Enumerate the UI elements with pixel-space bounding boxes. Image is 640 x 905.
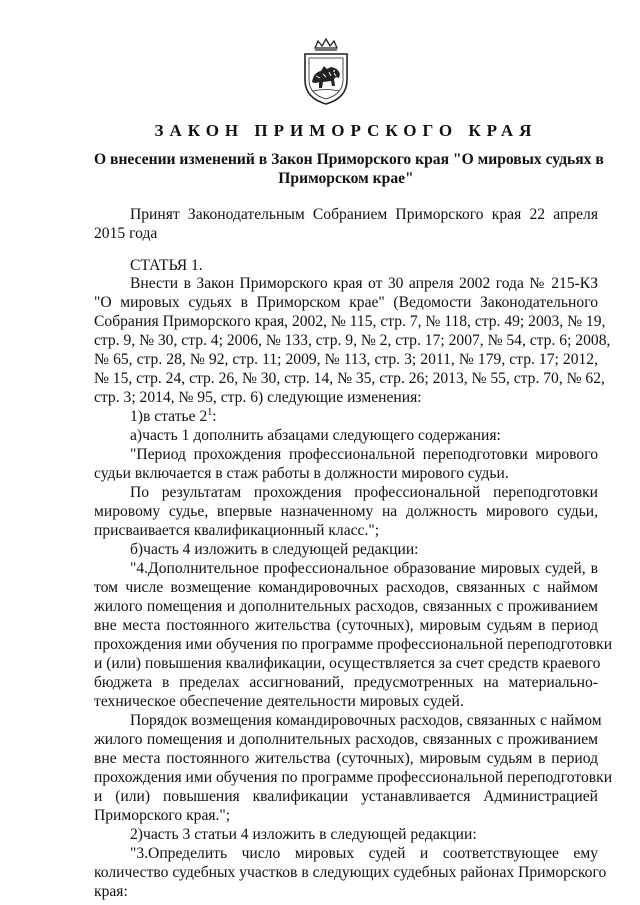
body-line: "Период прохождения профессиональной переподготовки мирового bbox=[130, 446, 598, 463]
body-line: "4.Дополнительное профессиональное образование мировых судей, в bbox=[130, 560, 598, 577]
body-line: "О мировых судьях в Приморском крае" (Ведомости Законодательного bbox=[94, 294, 598, 311]
law-title: ЗАКОН ПРИМОРСКОГО КРАЯ bbox=[154, 121, 538, 140]
item-1-text: 1)в статье 2 bbox=[130, 408, 208, 425]
body-line: вне места постоянного жительства (суточных), мировым судьям в период bbox=[94, 617, 598, 634]
body-line: жилого помещения и дополнительных расходов, связанных с проживанием bbox=[94, 731, 598, 748]
body-line: 2)часть 3 статьи 4 изложить в следующей редакции: bbox=[130, 826, 477, 843]
body-line: б)часть 4 изложить в следующей редакции: bbox=[130, 541, 419, 558]
body-line: края: bbox=[94, 883, 128, 900]
superscript: 1 bbox=[207, 406, 213, 418]
body-line: том числе возмещение командировочных расходов, связанных с наймом bbox=[94, 579, 598, 596]
body-line: Приморского края."; bbox=[94, 807, 231, 824]
body-line: Внести в Закон Приморского края от 30 апреля 2002 года № 215-КЗ bbox=[130, 275, 598, 292]
article-heading: СТАТЬЯ 1. bbox=[130, 257, 203, 274]
coat-of-arms-icon bbox=[301, 38, 351, 106]
adopted-line-2: 2015 года bbox=[94, 225, 158, 242]
body-line: судьи включается в стаж работы в должности мирового судьи. bbox=[94, 465, 509, 482]
body-line: № 15, стр. 24, стр. 26, № 30, стр. 14, № 35, стр. 26; 2013, № 55, стр. 70, № 62, bbox=[94, 370, 605, 387]
item-1-heading bbox=[130, 407, 634, 426]
body-line: стр. 9, № 30, стр. 4; 2006, № 133, стр. 9, № 2, стр. 17; 2007, № 54, стр. 6; 2008, bbox=[94, 332, 611, 349]
body-line: Собрания Приморского края, 2002, № 115, стр. 7, № 118, стр. 49; 2003, № 19, bbox=[94, 313, 606, 330]
body-line: вне места постоянного жительства (суточных), мировым судьям в период bbox=[94, 750, 598, 767]
body-line: прохождения ими обучения по программе профессиональной переподготовки bbox=[94, 636, 613, 653]
body-line: По результатам прохождения профессиональной переподготовки bbox=[130, 484, 598, 501]
body-line: Порядок возмещения командировочных расходов, связанных с наймом bbox=[130, 712, 602, 729]
body-line: жилого помещения и дополнительных расходов, связанных с проживанием bbox=[94, 598, 598, 615]
adopted-line-1: Принят Законодательным Собранием Приморского края 22 апреля bbox=[130, 206, 598, 223]
body-line: а)часть 1 дополнить абзацами следующего содержания: bbox=[130, 427, 501, 444]
body-line: "3.Определить число мировых судей и соответствующее ему bbox=[130, 845, 598, 862]
subtitle-line-1: О внесении изменений в Закон Приморского края "О мировых судьях в bbox=[94, 151, 604, 168]
body-line: количество судебных участков в следующих судебных районах Приморского bbox=[94, 864, 607, 881]
item-1-colon: : bbox=[212, 408, 217, 425]
body-line: прохождения ими обучения по программе профессиональной переподготовки bbox=[94, 769, 613, 786]
body-line: присваивается квалификационный класс."; bbox=[94, 522, 380, 539]
body-line: № 65, стр. 28, № 92, стр. 11; 2009, № 113, стр. 3; 2011, № 179, стр. 17; 2012, bbox=[94, 351, 598, 368]
body-line: и (или) повышения квалификации устанавливается Администрацией bbox=[94, 788, 598, 805]
body-line: и (или) повышения квалификации, осуществляется за счет средств краевого bbox=[94, 655, 601, 672]
body-line: мировому судье, впервые назначенному на должность мирового судьи, bbox=[94, 503, 598, 520]
body-line: бюджета в пределах ассигнований, предусмотренных на материально- bbox=[94, 674, 598, 691]
body-line: стр. 3; 2014, № 95, стр. 6) следующие изменения: bbox=[94, 389, 422, 406]
subtitle-line-2: Приморском крае" bbox=[278, 170, 414, 187]
body-line: техническое обеспечение деятельности мировых судей. bbox=[94, 693, 464, 710]
